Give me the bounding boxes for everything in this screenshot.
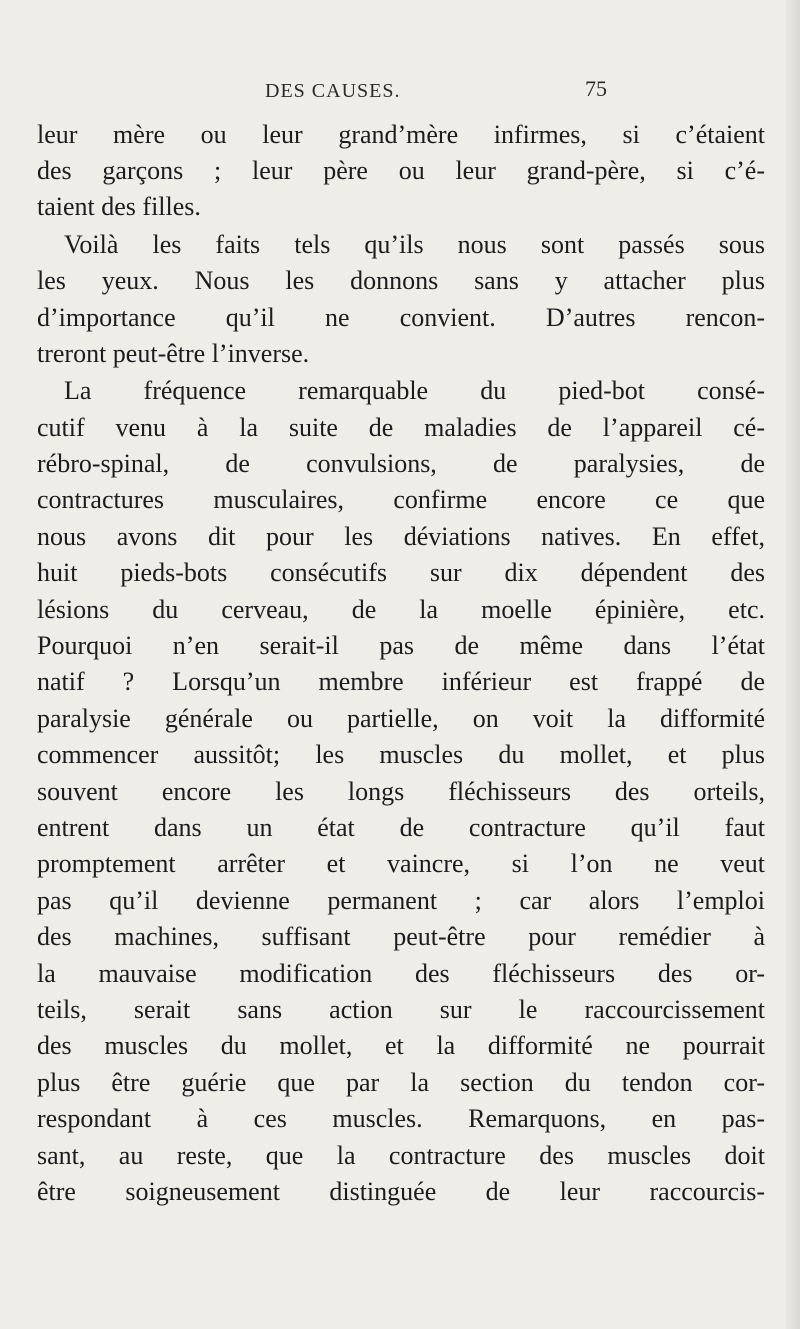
body-line: souvent encore les longs fléchisseurs des orteils, bbox=[37, 777, 765, 806]
body-line: leur mère ou leur grand’mère infirmes, si c’étaient bbox=[37, 120, 765, 149]
body-line: respondant à ces muscles. Remarquons, en pas- bbox=[37, 1104, 765, 1133]
body-line: contractures musculaires, confirme encore ce que bbox=[37, 485, 765, 514]
body-line: cutif venu à la suite de maladies de l’appareil cé- bbox=[37, 413, 765, 442]
paragraph-start-line: Voilà les faits tels qu’ils nous sont passés sous bbox=[64, 230, 765, 259]
body-line: huit pieds-bots consécutifs sur dix dépendent des bbox=[37, 558, 765, 587]
running-head-title: DES CAUSES. bbox=[265, 80, 401, 102]
body-line: Pourquoi n’en serait-il pas de même dans l’état bbox=[37, 631, 765, 660]
body-line: des muscles du mollet, et la difformité ne pourrait bbox=[37, 1031, 765, 1060]
body-line: entrent dans un état de contracture qu’il faut bbox=[37, 813, 765, 842]
body-line: lésions du cerveau, de la moelle épinière, etc. bbox=[37, 595, 765, 624]
body-line: pas qu’il devienne permanent ; car alors l’emploi bbox=[37, 886, 765, 915]
body-line: des machines, suffisant peut-être pour remédier à bbox=[37, 922, 765, 951]
body-line: natif ? Lorsqu’un membre inférieur est frappé de bbox=[37, 667, 765, 696]
body-line: paralysie générale ou partielle, on voit la difformité bbox=[37, 704, 765, 733]
paragraph-start-line: La fréquence remarquable du pied-bot consé- bbox=[64, 376, 765, 405]
body-line: promptement arrêter et vaincre, si l’on ne veut bbox=[37, 849, 765, 878]
body-line: les yeux. Nous les donnons sans y attacher plus bbox=[37, 266, 765, 295]
body-line: nous avons dit pour les déviations natives. En effet, bbox=[37, 522, 765, 551]
body-line: sant, au reste, que la contracture des muscles doit bbox=[37, 1141, 765, 1170]
body-line: taient des filles. bbox=[37, 192, 201, 221]
body-line: commencer aussitôt; les muscles du mollet, et plus bbox=[37, 740, 765, 769]
body-line: treront peut-être l’inverse. bbox=[37, 339, 310, 368]
page-edge-shadow bbox=[786, 0, 800, 1329]
body-line: rébro-spinal, de convulsions, de paralysies, de bbox=[37, 449, 765, 478]
body-line: teils, serait sans action sur le raccourcissement bbox=[37, 995, 765, 1024]
page-number: 75 bbox=[585, 76, 607, 101]
body-line: des garçons ; leur père ou leur grand-père, si c’é- bbox=[37, 156, 765, 185]
body-line: la mauvaise modification des fléchisseurs des or- bbox=[37, 959, 765, 988]
body-line: être soigneusement distinguée de leur raccourcis- bbox=[37, 1177, 765, 1206]
body-line: d’importance qu’il ne convient. D’autres rencon- bbox=[37, 303, 765, 332]
body-line: plus être guérie que par la section du tendon cor- bbox=[37, 1068, 765, 1097]
